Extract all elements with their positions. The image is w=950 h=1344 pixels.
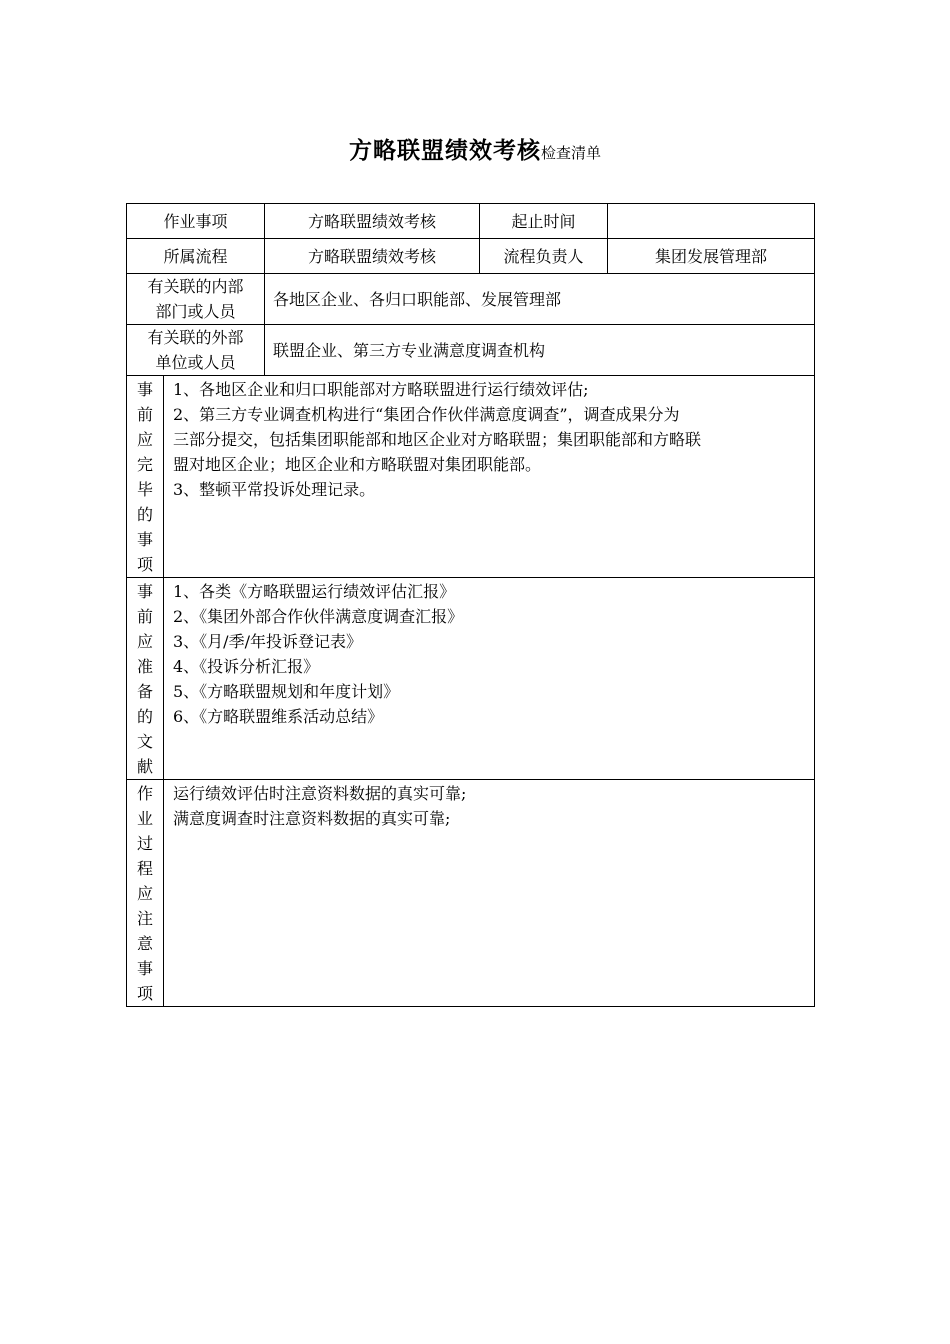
label-char: 项 xyxy=(136,984,153,1003)
label-char: 准 xyxy=(136,657,153,676)
label-char: 项 xyxy=(136,555,153,574)
label-char: 献 xyxy=(136,757,153,776)
prior-documents-label xyxy=(127,578,164,780)
list-item: 1、各类《方略联盟运行绩效评估汇报》 xyxy=(173,582,456,601)
row-prior-documents xyxy=(127,578,815,780)
label-char: 的 xyxy=(136,707,153,726)
label-char: 应 xyxy=(136,632,153,651)
row-task xyxy=(127,204,815,239)
label-char: 的 xyxy=(136,505,153,524)
list-item: 4、《投诉分析汇报》 xyxy=(173,657,320,676)
owner-value: 集团发展管理部 xyxy=(608,239,815,274)
internal-label-line1: 有关联的内部 xyxy=(147,277,244,296)
label-char: 应 xyxy=(136,884,153,903)
label-char: 作 xyxy=(136,784,153,803)
prior-completed-content xyxy=(164,376,815,578)
list-item: 3、整顿平常投诉处理记录。 xyxy=(173,480,376,499)
prior-documents-content xyxy=(164,578,815,780)
label-char: 事 xyxy=(136,582,153,601)
page-title xyxy=(0,132,950,165)
owner-label: 流程负责人 xyxy=(480,239,608,274)
label-char: 事 xyxy=(136,959,153,978)
label-char: 备 xyxy=(136,682,153,701)
label-char: 毕 xyxy=(136,480,153,499)
label-char: 注 xyxy=(136,909,153,928)
list-item: 2、第三方专业调查机构进行“集团合作伙伴满意度调查”，调查成果分为 xyxy=(173,405,680,424)
label-char: 应 xyxy=(136,430,153,449)
internal-label-line2: 部门或人员 xyxy=(155,302,236,321)
title-sub: 检查清单 xyxy=(540,144,601,162)
label-char: 过 xyxy=(136,834,153,853)
process-notes-content xyxy=(164,780,815,1007)
label-char: 前 xyxy=(136,405,153,424)
row-internal xyxy=(127,274,815,325)
task-label: 作业事项 xyxy=(127,204,265,239)
list-item: 5、《方略联盟规划和年度计划》 xyxy=(173,682,400,701)
process-value: 方略联盟绩效考核 xyxy=(265,239,480,274)
external-label-line1: 有关联的外部 xyxy=(147,328,244,347)
label-char: 业 xyxy=(136,809,153,828)
prior-completed-label xyxy=(127,376,164,578)
label-char: 程 xyxy=(136,859,153,878)
list-item: 满意度调查时注意资料数据的真实可靠; xyxy=(173,809,451,828)
external-label xyxy=(127,325,265,376)
row-prior-completed xyxy=(127,376,815,578)
label-char: 完 xyxy=(136,455,153,474)
external-label-line2: 单位或人员 xyxy=(155,353,236,372)
internal-value: 各地区企业、各归口职能部、发展管理部 xyxy=(265,274,815,325)
label-char: 事 xyxy=(136,380,153,399)
checklist-table xyxy=(126,203,815,1007)
external-value: 联盟企业、第三方专业满意度调查机构 xyxy=(265,325,815,376)
row-process-notes xyxy=(127,780,815,1007)
list-item: 3、《月/季/年投诉登记表》 xyxy=(173,632,362,651)
label-char: 前 xyxy=(136,607,153,626)
title-main: 方略联盟绩效考核 xyxy=(348,137,541,164)
label-char: 事 xyxy=(136,530,153,549)
process-notes-label xyxy=(127,780,164,1007)
list-item: 运行绩效评估时注意资料数据的真实可靠; xyxy=(173,784,467,803)
row-external xyxy=(127,325,815,376)
row-process xyxy=(127,239,815,274)
list-item: 2、《集团外部合作伙伴满意度调查汇报》 xyxy=(173,607,464,626)
task-value: 方略联盟绩效考核 xyxy=(265,204,480,239)
period-value xyxy=(608,204,815,239)
process-label: 所属流程 xyxy=(127,239,265,274)
label-char: 意 xyxy=(136,934,153,953)
list-item: 三部分提交，包括集团职能部和地区企业对方略联盟；集团职能部和方略联 xyxy=(173,430,702,449)
list-item: 1、各地区企业和归口职能部对方略联盟进行运行绩效评估; xyxy=(173,380,589,399)
internal-label xyxy=(127,274,265,325)
list-item: 6、《方略联盟维系活动总结》 xyxy=(173,707,384,726)
period-label: 起止时间 xyxy=(480,204,608,239)
label-char: 文 xyxy=(136,732,153,751)
list-item: 盟对地区企业；地区企业和方略联盟对集团职能部。 xyxy=(173,455,542,474)
